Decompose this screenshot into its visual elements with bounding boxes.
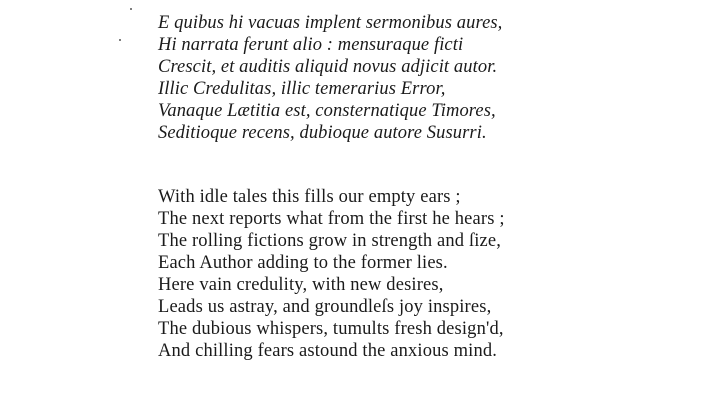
latin-line: Illic Credulitas, illic temerarius Error, [158,79,446,99]
english-line: Each Author adding to the former lies. [158,253,448,273]
english-line: Leads us astray, and groundleſs joy inspires, [158,297,492,317]
ink-speck [130,8,132,10]
english-line: The rolling fictions grow in strength and ſize, [158,231,502,251]
english-line: Here vain credulity, with new desires, [158,275,444,295]
latin-line: Crescit, et auditis aliquid novus adjicit autor. [158,57,498,77]
latin-line: E quibus hi vacuas implent sermonibus aures, [158,13,503,33]
latin-line: Hi narrata ferunt alio : mensuraque ficti [158,35,464,55]
latin-line: Seditioque recens, dubioque autore Susurri. [158,123,487,143]
latin-line: Vanaque Lætitia est, consternatique Timores, [158,101,496,121]
english-stanza [158,186,505,362]
english-line: And chilling fears astound the anxious mind. [158,341,498,361]
english-line: The dubious whispers, tumults fresh design'd, [158,319,504,339]
ink-speck [119,39,121,41]
english-line: With idle tales this fills our empty ears ; [158,187,461,207]
english-line: The next reports what from the first he hears ; [158,209,505,229]
latin-stanza [158,12,502,144]
